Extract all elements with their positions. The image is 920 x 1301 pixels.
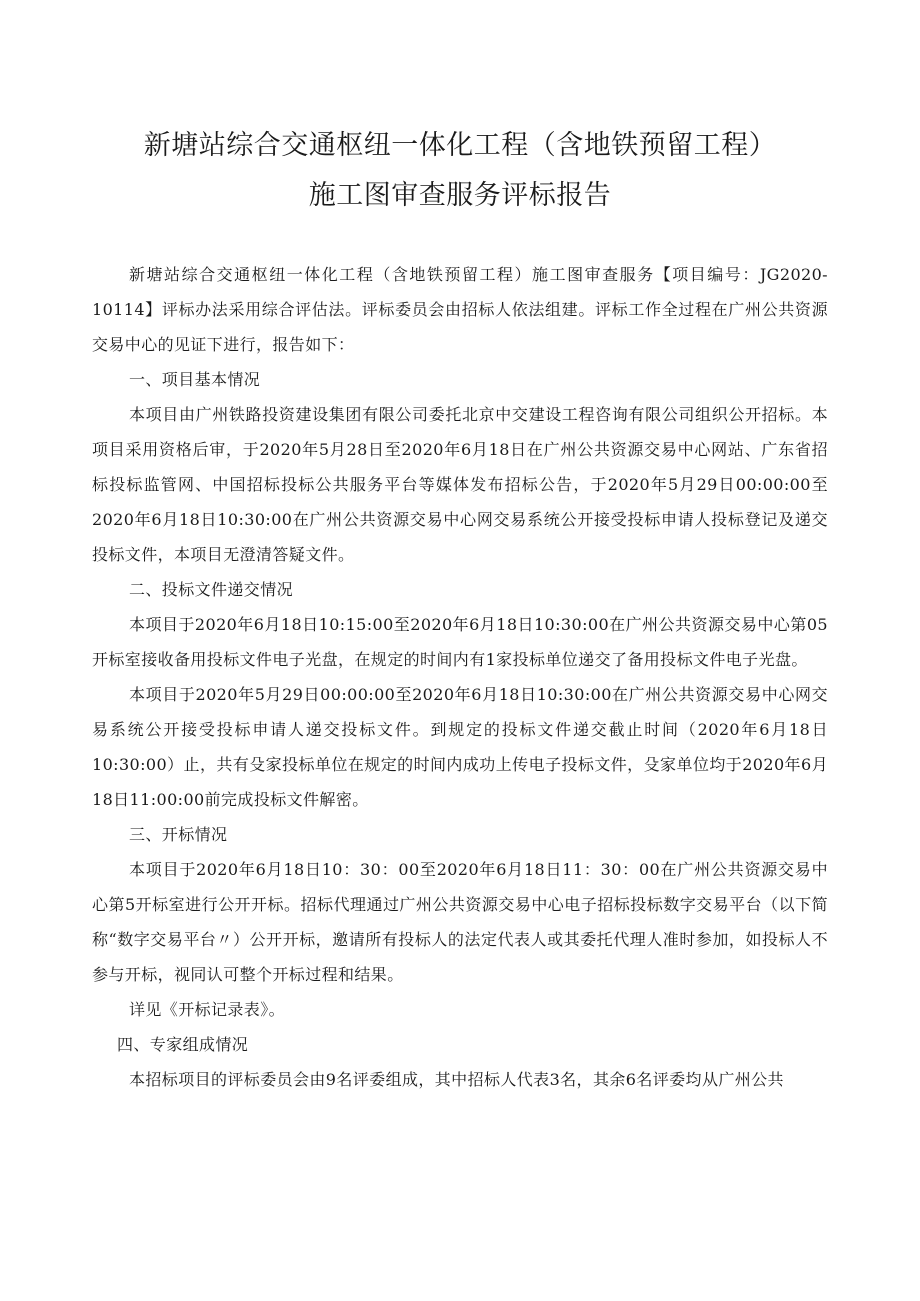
section2-heading: 二、投标文件递交情况 (129, 580, 294, 599)
section3-paragraph-2: 详见《开标记录表》。 (129, 1000, 286, 1019)
document-body (92, 257, 828, 1097)
document-title-line2: 施工图审查服务评标报告 (308, 180, 612, 211)
section3-paragraph-1: 本项目于2020年6月18日10：30：00至2020年6月18日11：30：00在广州公共资源交易中心第5开标室进行公开开标。招标代理通过广州公共资源交易中心电子招标投标数字交易平台（以下简称“数字交易平台〃）公开开标，邀请所有投标人的法定代表人或其委托代理人准时参加，如投标人不参与开标，视同认可整个开标过程和结果。 (92, 860, 828, 984)
section3-heading: 三、开标情况 (129, 825, 228, 844)
document-title-line1: 新塘站综合交通枢纽一体化工程（含地铁预留工程） (143, 130, 777, 161)
intro-paragraph: 新塘站综合交通枢纽一体化工程（含地铁预留工程）施工图审查服务【项目编号：JG2020-10114】评标办法采用综合评估法。评标委员会由招标人依法组建。评标工作全过程在广州公共资源交易中心的见证下进行，报告如下： (92, 265, 828, 354)
section4-paragraph: 本招标项目的评标委员会由9名评委组成，其中招标人代表3名，其余6名评委均从广州公共 (129, 1070, 784, 1089)
section4-heading: 四、专家组成情况 (117, 1035, 249, 1054)
section1-paragraph: 本项目由广州铁路投资建设集团有限公司委托北京中交建设工程咨询有限公司组织公开招标。本项目采用资格后审，于2020年5月28日至2020年6月18日在广州公共资源交易中心网站、广东省招标投标监管网、中国招标投标公共服务平台等媒体发布招标公告，于2020年5月29日00:00:00至2020年6月18日10:30:00在广州公共资源交易中心网交易系统公开接受投标申请人投标登记及递交投标文件，本项目无澄清答疑文件。 (92, 405, 828, 564)
section2-paragraph-1: 本项目于2020年6月18日10:15:00至2020年6月18日10:30:00在广州公共资源交易中心第05开标室接收备用投标文件电子光盘，在规定的时间内有1家投标单位递交了备用投标文件电子光盘。 (92, 615, 828, 669)
section1-heading: 一、项目基本情况 (129, 370, 261, 389)
section2-paragraph-2: 本项目于2020年5月29日00:00:00至2020年6月18日10:30:00在广州公共资源交易中心网交易系统公开接受投标申请人递交投标文件。到规定的投标文件递交截止时间（2020年6月18日10:30:00）止，共有殳家投标单位在规定的时间内成功上传电子投标文件，殳家单位均于2020年6月18日11:00:00前完成投标文件解密。 (92, 685, 828, 809)
